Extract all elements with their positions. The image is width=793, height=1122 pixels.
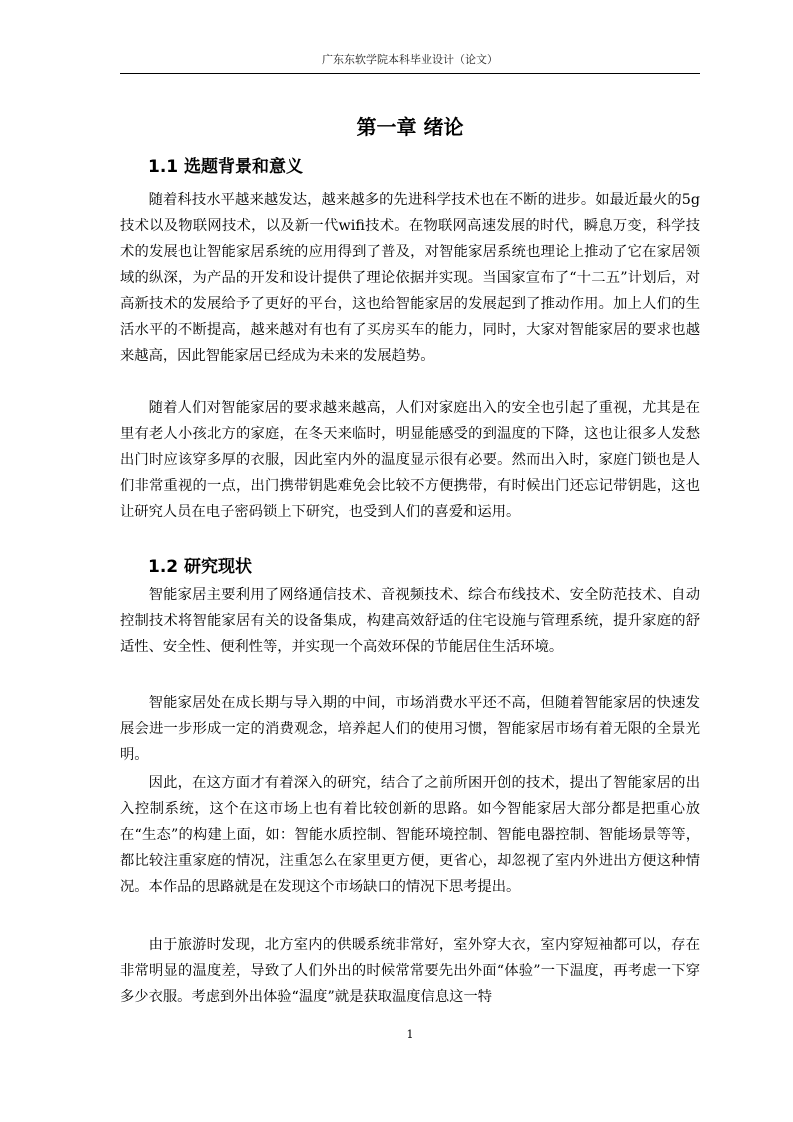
paragraph: 由于旅游时发现，北方室内的供暖系统非常好，室外穿大衣，室内穿短袖都可以，存在非常明显的温度差，导致了人们外出的时候常常要先出外面“体验”一下温度，再考虑一下穿多少衣服。考虑到外出体验“温度”就是获取温度信息这一特	[120, 937, 700, 1005]
paragraph: 智能家居处在成长期与导入期的中间，市场消费水平还不高，但随着智能家居的快速发展会进一步形成一定的消费观念，培养起人们的使用习惯，智能家居市场有着无限的全景光明。	[120, 695, 700, 763]
paragraph: 因此，在这方面才有着深入的研究，结合了之前所困开创的技术，提出了智能家居的出入控制系统，这个在这市场上也有着比较创新的思路。如今智能家居大部分都是把重心放在“生态”的构建上面，如：智能水质控制、智能环境控制、智能电器控制、智能场景等等，都比较注重家庭的情况，注重怎么在家里更方便，更省心，却忽视了室内外进出方便这种情况。本作品的思路就是在发现这个市场缺口的情况下思考提出。	[120, 775, 700, 895]
paragraph: 随着人们对智能家居的要求越来越高，人们对家庭出入的安全也引起了重视，尤其是在里有老人小孩北方的家庭，在冬天来临时，明显能感受的到温度的下降，这也让很多人发愁出门时应该穿多厚的衣服，因此室内外的温度显示很有必要。然而出入时，家庭门锁也是人们非常重视的一点，出门携带钥匙难免会比较不方便携带，有时候出门还忘记带钥匙，这也让研究人员在电子密码锁上下研究，也受到人们的喜爱和运用。	[120, 400, 700, 520]
paragraph: 随着科技水平越来越发达，越来越多的先进科学技术也在不断的进步。如最近最火的5g技术以及物联网技术，以及新一代wifi技术。在物联网高速发展的时代，瞬息万变，科学技术的发展也让智能家居系统的应用得到了普及，对智能家居系统也理论上推动了它在家居领域的纵深，为产品的开发和设计提供了理论依据并实现。当国家宣布了“十二五”计划后，对高新技术的发展给予了更好的平台，这也给智能家居的发展起到了推动作用。加上人们的生活水平的不断提高，越来越对有也有了买房买车的能力，同时，大家对智能家居的要求也越来越高，因此智能家居已经成为未来的发展趋势。	[120, 192, 700, 364]
chapter-title: 第一章 绪论	[356, 115, 464, 139]
header-rule	[120, 73, 700, 74]
paragraph: 智能家居主要利用了网络通信技术、音视频技术、综合布线技术、安全防范技术、自动控制技术将智能家居有关的设备集成，构建高效舒适的住宅设施与管理系统，提升家庭的舒适性、安全性、便利性等，并实现一个高效环保的节能居住生活环境。	[120, 587, 700, 655]
page-number: 1	[406, 1028, 414, 1041]
section-title-1-1: 1.1 选题背景和意义	[148, 157, 304, 177]
page-header: 广东东软学院本科毕业设计（论文）	[322, 53, 498, 66]
section-title-1-2: 1.2 研究现状	[148, 557, 253, 577]
